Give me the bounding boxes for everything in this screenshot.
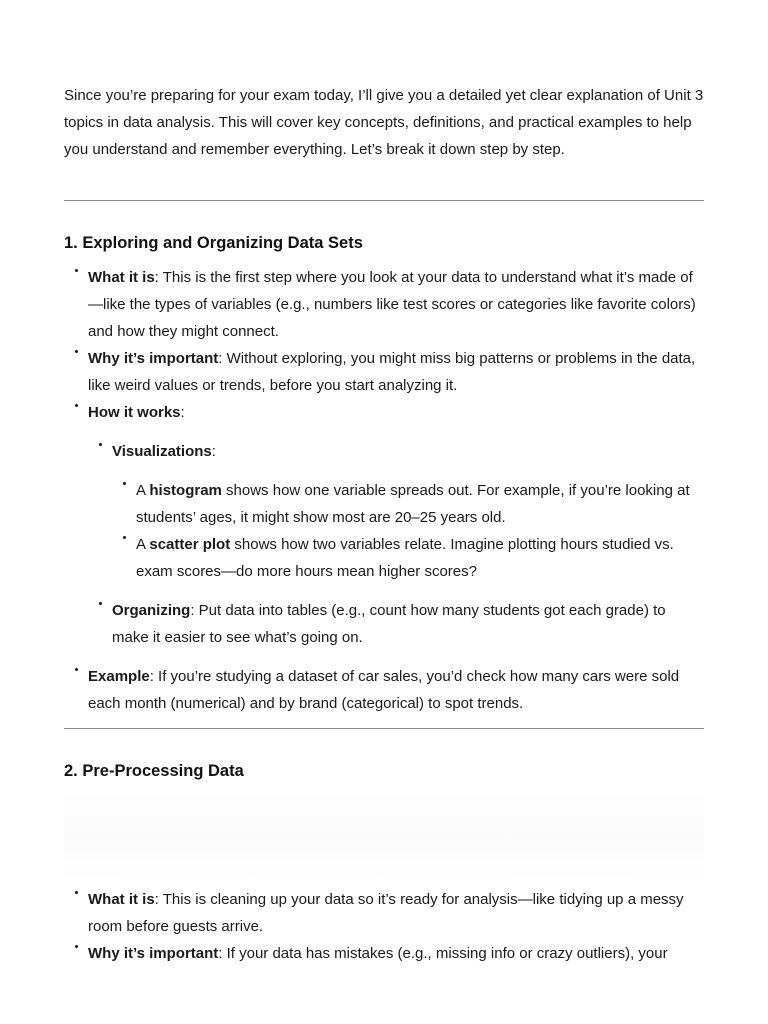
list-item-why — [64, 940, 704, 967]
what-text: : This is the first step where you look at your data to understand what it’s made of—like the types of variables (e.g., numbers like test scores or categories like favorite colors) and how they might connect. — [88, 269, 696, 340]
list-item-histogram — [112, 477, 704, 531]
section-2-heading: 2. Pre-Processing Data — [64, 762, 244, 780]
example-text: : If you’re studying a dataset of car sales, you’d check how many cars were sold each month (numerical) and by brand (categorical) to spot trends. — [88, 668, 680, 712]
list-item-why — [64, 345, 704, 399]
organizing-label: Organizing — [112, 602, 191, 619]
how-label: How it works — [88, 404, 181, 421]
scatter-label: scatter plot — [149, 536, 231, 553]
divider — [64, 200, 704, 201]
how-text: : — [180, 404, 185, 421]
why-text: : If your data has mistakes (e.g., missing info or crazy outliers), your — [218, 945, 668, 962]
divider — [64, 728, 704, 729]
list-item-what — [64, 264, 704, 345]
scatter-text: shows how two variables relate. Imagine plotting hours studied vs. exam scores—do more hours mean higher scores? — [136, 536, 674, 580]
list-item-scatter-plot — [112, 531, 704, 585]
what-text: : This is cleaning up your data so it’s ready for analysis—like tidying up a messy room before guests arrive. — [88, 891, 684, 935]
what-label: What it is — [88, 891, 155, 908]
section-1-heading: 1. Exploring and Organizing Data Sets — [64, 234, 363, 252]
example-label: Example — [88, 668, 150, 685]
blank-area — [64, 790, 704, 880]
organizing-text: : Put data into tables (e.g., count how many students got each grade) to make it easier to see what’s going on. — [112, 602, 666, 646]
list-item-visualizations — [88, 438, 704, 465]
why-text: : Without exploring, you might miss big patterns or problems in the data, like weird values or trends, before you start analyzing it. — [88, 350, 696, 394]
list-item-example — [64, 663, 704, 717]
example-list — [64, 663, 704, 717]
list-item-organizing — [88, 597, 704, 651]
visualizations-label: Visualizations — [112, 443, 212, 460]
list-item-how — [64, 399, 704, 426]
visualizations-text: : — [211, 443, 216, 460]
histogram-prefix: A — [136, 482, 150, 499]
visualizations-sublist — [112, 477, 704, 585]
organizing-sublist — [88, 597, 704, 651]
why-label: Why it’s important — [88, 350, 219, 367]
why-label: Why it’s important — [88, 945, 219, 962]
histogram-label: histogram — [149, 482, 222, 499]
section-1-list — [64, 264, 704, 426]
section-2-list — [64, 886, 704, 967]
how-sublist — [88, 438, 704, 465]
intro-paragraph: Since you’re preparing for your exam today, I’ll give you a detailed yet clear explanation of Unit 3 topics in data analysis. This will cover key concepts, definitions, and practical examples to help you understand and remember everything. Let’s break it down step by step. — [64, 87, 704, 158]
histogram-text: shows how one variable spreads out. For example, if you’re looking at students’ ages, it might show most are 20–25 years old. — [136, 482, 690, 526]
list-item-what — [64, 886, 704, 940]
what-label: What it is — [88, 269, 155, 286]
scatter-prefix: A — [136, 536, 150, 553]
